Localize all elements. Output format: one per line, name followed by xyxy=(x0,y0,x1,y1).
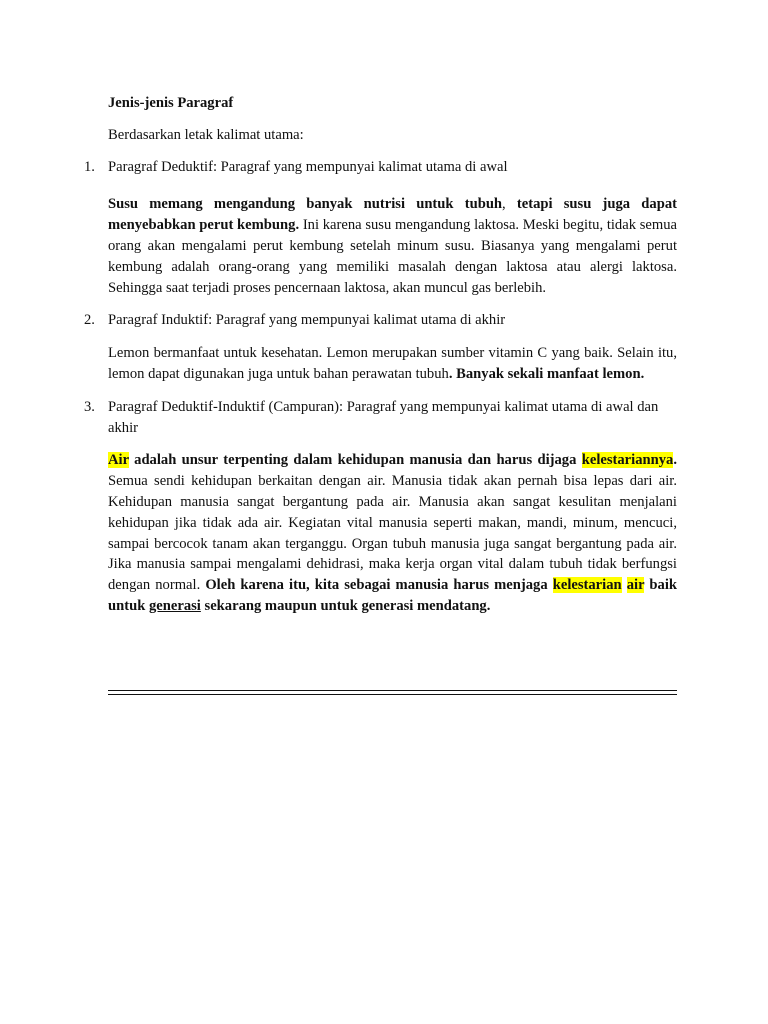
paragraph-text: Lemon bermanfaat untuk kesehatan. Lemon merupakan sumber vitamin C yang baik. Selain itu, lemon dapat digunakan juga untuk bahan perawatan tubuh xyxy=(108,345,677,382)
list-heading: Paragraf Deduktif-Induktif (Campuran): Paragraf yang mempunyai kalimat utama di awal dan akhir xyxy=(108,398,659,436)
document-page xyxy=(84,93,677,617)
paragraph-induktif xyxy=(108,343,677,385)
main-sentence: sekarang maupun untuk generasi mendatang. xyxy=(200,597,491,614)
underlined-word: generasi xyxy=(148,597,201,614)
main-sentence xyxy=(622,577,627,593)
list-number: 3. xyxy=(84,398,95,415)
document-title: Jenis-jenis Paragraf xyxy=(108,95,234,111)
list-item-campuran xyxy=(84,397,677,439)
paragraph-text: Semua sendi kehidupan berkaitan dengan air. Manusia tidak akan pernah bisa lepas dari air. Kehidupan manusia sangat bergantung pada air. Manusia akan sangat kesulitan menjalani kehidupan jika tidak ada air. Kegiatan vital manusia seperti makan, mandi, minum, mencuci, sampai bercocok tanam akan terganggu. Organ tubuh manusia juga sangat bergantung pada air. Jika manusia sampai mengalami dehidrasi, maka kerja organ vital dalam tubuh tidak berfungsi dengan normal. xyxy=(108,473,677,594)
highlighted-word: air xyxy=(626,577,645,594)
paragraph-text: Ini karena susu mengandung laktosa. Meski begitu, tidak semua orang akan mengalami perut kembung setelah minum susu. Biasanya yang mengalami perut kembung adalah orang-orang yang memiliki masalah dengan laktosa atau alergi laktosa. Sehingga saat terjadi proses pencernaan laktosa, akan muncul gas berlebih. xyxy=(108,217,677,296)
highlighted-word: Air xyxy=(108,452,129,469)
list-number: 1. xyxy=(84,158,95,175)
paragraph-deduktif xyxy=(108,194,677,298)
list-item-deduktif xyxy=(84,157,677,178)
highlighted-word: kelestarian xyxy=(552,577,622,594)
double-horizontal-rule xyxy=(108,690,677,695)
list-item-induktif xyxy=(84,310,677,331)
list-heading: Paragraf Induktif: Paragraf yang mempunyai kalimat utama di akhir xyxy=(108,312,506,329)
main-sentence: . xyxy=(673,452,677,469)
paragraph-text: , xyxy=(502,196,517,213)
highlighted-word: kelestariannya xyxy=(581,452,674,469)
intro-text: Berdasarkan letak kalimat utama: xyxy=(108,126,304,143)
main-sentence: Oleh karena itu, kita sebagai manusia harus menjaga xyxy=(205,577,553,594)
main-sentence: baik untuk xyxy=(108,577,677,614)
list-number: 2. xyxy=(84,312,95,329)
paragraph-campuran xyxy=(108,450,677,616)
main-sentence: tetapi susu juga dapat menyebabkan perut kembung. xyxy=(108,196,677,234)
list-heading: Paragraf Deduktif: Paragraf yang mempunyai kalimat utama di awal xyxy=(108,158,508,175)
main-sentence: adalah unsur terpenting dalam kehidupan manusia dan harus dijaga xyxy=(128,452,582,469)
main-sentence: Susu memang mengandung banyak nutrisi untuk tubuh xyxy=(108,196,503,213)
main-sentence: . Banyak sekali manfaat lemon. xyxy=(448,365,645,382)
